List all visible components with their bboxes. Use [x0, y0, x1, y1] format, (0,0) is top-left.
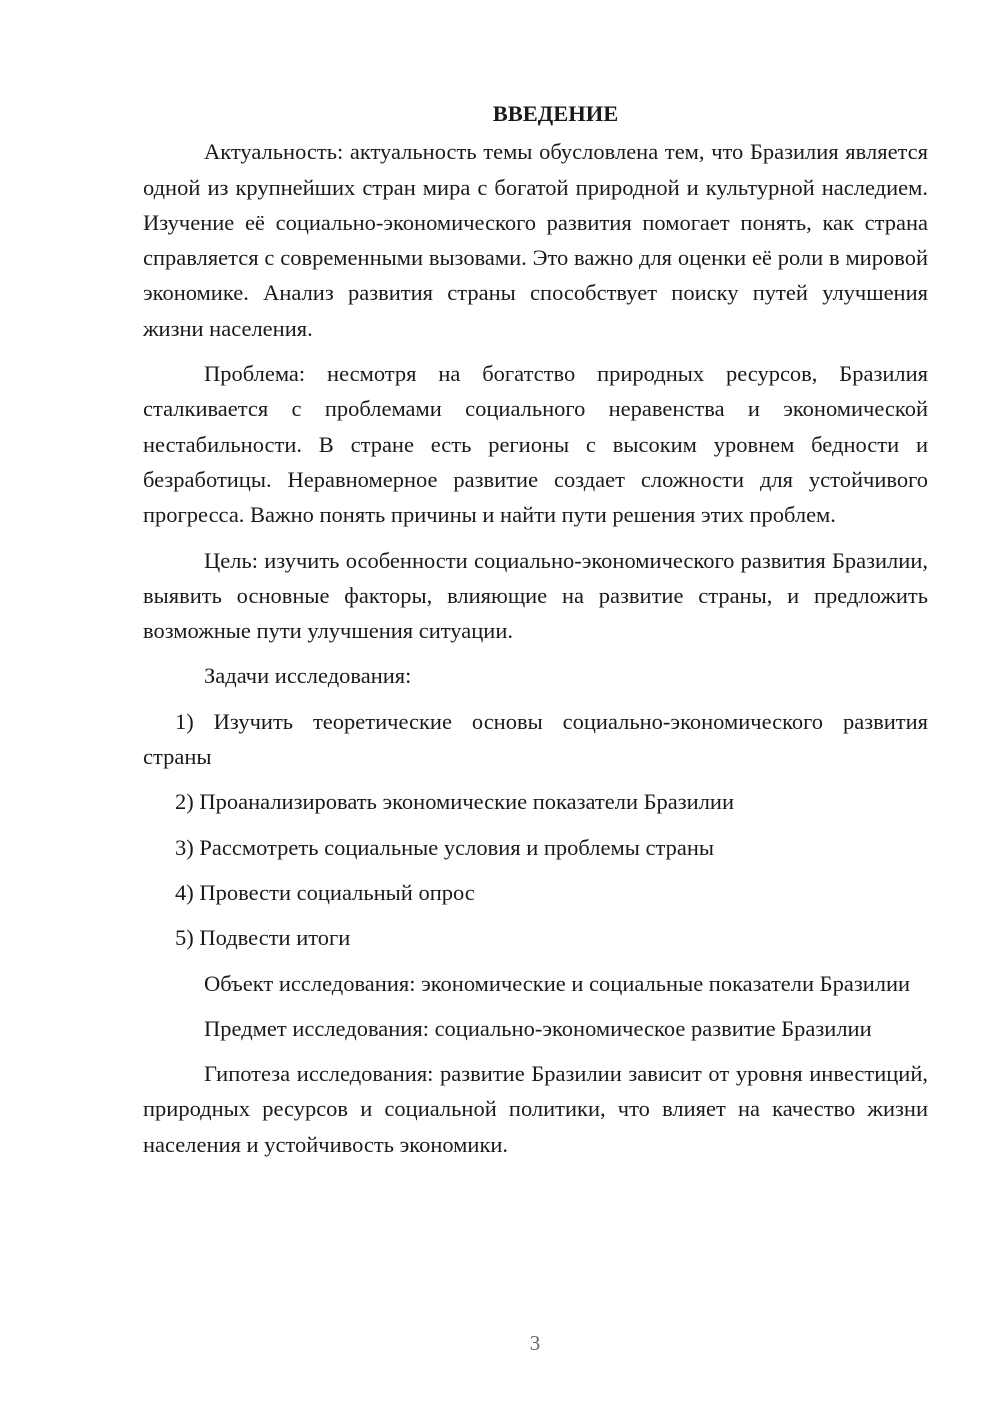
problem-paragraph: Проблема: несмотря на богатство природных ресурсов, Бразилия сталкивается с проблемами социального неравенства и экономической нестабильности. В стране есть регионы с высоким уровнем бедности и безработицы. Неравномерное развитие создает сложности для устойчивого прогресса. Важно понять причины и найти пути решения этих проблем.: [143, 361, 928, 528]
page-number: 3: [529, 1331, 541, 1355]
hypothesis-paragraph: Гипотеза исследования: развитие Бразилии зависит от уровня инвестиций, природных ресурсов и социальной политики, что влияет на качество жизни населения и устойчивость экономики.: [143, 1061, 928, 1157]
task-item: 3) Рассмотреть социальные условия и проблемы страны: [175, 834, 714, 860]
section-heading: ВВЕДЕНИЕ: [492, 101, 619, 126]
task-item: 2) Проанализировать экономические показатели Бразилии: [175, 789, 735, 815]
goal-paragraph: Цель: изучить особенности социально-экономического развития Бразилии, выявить основные факторы, влияющие на развитие страны, и предложить возможные пути улучшения ситуации.: [143, 547, 928, 644]
tasks-title: Задачи исследования:: [204, 663, 412, 689]
object-paragraph: Объект исследования: экономические и социальные показатели Бразилии: [204, 970, 911, 996]
task-item: 1) Изучить теоретические основы социально-экономического развития страны: [143, 708, 928, 770]
task-item: 5) Подвести итоги: [175, 925, 351, 951]
page-content: [143, 96, 928, 1172]
task-item: 4) Провести социальный опрос: [175, 879, 475, 905]
relevance-paragraph: Актуальность: актуальность темы обусловлена тем, что Бразилия является одной из крупнейших стран мира с богатой природной и культурной наследием. Изучение её социально-экономического развития помогает понять, как страна справляется с современными вызовами. Это важно для оценки её роли в мировой экономике. Анализ развития страны способствует поиску путей улучшения жизни населения.: [143, 139, 928, 341]
subject-paragraph: Предмет исследования: социально-экономическое развитие Бразилии: [204, 1015, 872, 1041]
